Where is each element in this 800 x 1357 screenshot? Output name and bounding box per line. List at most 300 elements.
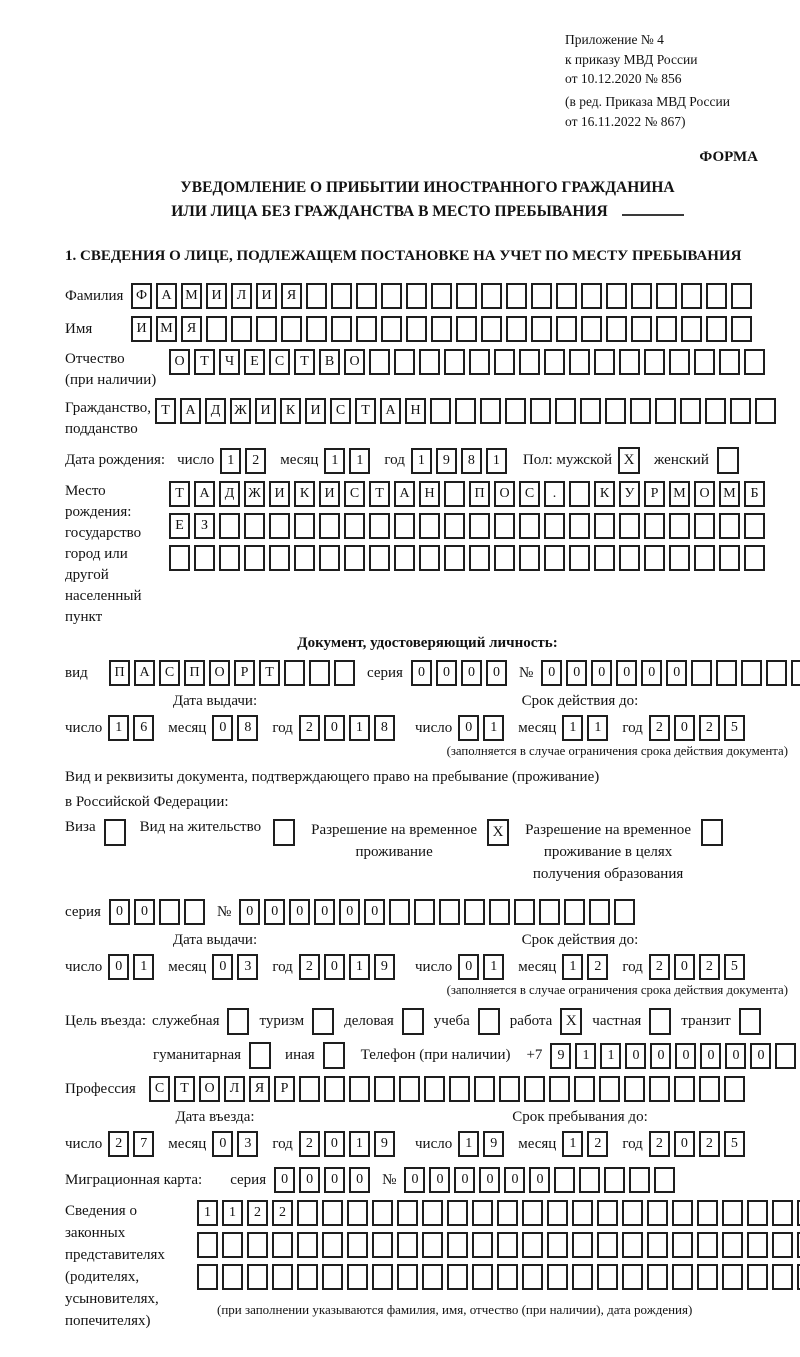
- form-cell[interactable]: [419, 349, 440, 375]
- form-cell[interactable]: [306, 283, 327, 309]
- form-cell[interactable]: [494, 545, 515, 571]
- form-cell[interactable]: [347, 1200, 368, 1226]
- form-cell[interactable]: [594, 545, 615, 571]
- form-cell[interactable]: [606, 316, 627, 342]
- form-cell[interactable]: [281, 316, 302, 342]
- form-cell[interactable]: В: [319, 349, 340, 375]
- form-cell[interactable]: [697, 1232, 718, 1258]
- form-cell[interactable]: 0: [324, 1131, 345, 1157]
- form-cell[interactable]: [581, 316, 602, 342]
- form-cell[interactable]: [604, 1167, 625, 1193]
- form-cell[interactable]: 1: [562, 715, 583, 741]
- form-cell[interactable]: [349, 1076, 370, 1102]
- form-cell[interactable]: [374, 1076, 395, 1102]
- form-cell[interactable]: [629, 1167, 650, 1193]
- form-cell[interactable]: 0: [486, 660, 507, 686]
- form-cell[interactable]: [447, 1232, 468, 1258]
- form-cell[interactable]: Л: [224, 1076, 245, 1102]
- form-cell[interactable]: [569, 481, 590, 507]
- form-cell[interactable]: [569, 513, 590, 539]
- form-cell[interactable]: [444, 545, 465, 571]
- form-cell[interactable]: Е: [244, 349, 265, 375]
- form-cell[interactable]: 1: [197, 1200, 218, 1226]
- form-cell[interactable]: 0: [479, 1167, 500, 1193]
- form-cell[interactable]: [397, 1264, 418, 1290]
- form-cell[interactable]: [741, 660, 762, 686]
- form-cell[interactable]: [219, 513, 240, 539]
- form-cell[interactable]: 0: [666, 660, 687, 686]
- form-cell[interactable]: Е: [169, 513, 190, 539]
- form-cell[interactable]: 0: [436, 660, 457, 686]
- form-cell[interactable]: [522, 1264, 543, 1290]
- form-cell[interactable]: [294, 513, 315, 539]
- form-cell[interactable]: [344, 513, 365, 539]
- form-cell[interactable]: 0: [324, 1167, 345, 1193]
- form-cell[interactable]: 2: [587, 954, 608, 980]
- form-cell[interactable]: [554, 1167, 575, 1193]
- form-cell[interactable]: [331, 316, 352, 342]
- form-cell[interactable]: А: [380, 398, 401, 424]
- form-cell[interactable]: [347, 1264, 368, 1290]
- form-cell[interactable]: Я: [281, 283, 302, 309]
- form-cell[interactable]: [197, 1232, 218, 1258]
- form-cell[interactable]: С: [159, 660, 180, 686]
- form-cell[interactable]: 0: [429, 1167, 450, 1193]
- form-cell[interactable]: О: [209, 660, 230, 686]
- form-cell[interactable]: Т: [174, 1076, 195, 1102]
- form-cell[interactable]: К: [594, 481, 615, 507]
- form-cell[interactable]: [655, 398, 676, 424]
- form-cell[interactable]: [681, 283, 702, 309]
- form-cell[interactable]: [569, 349, 590, 375]
- form-cell[interactable]: 9: [483, 1131, 504, 1157]
- form-cell[interactable]: 1: [324, 448, 345, 474]
- form-cell[interactable]: Я: [249, 1076, 270, 1102]
- form-cell[interactable]: 0: [641, 660, 662, 686]
- form-cell[interactable]: [306, 316, 327, 342]
- form-cell[interactable]: [372, 1200, 393, 1226]
- form-cell[interactable]: [497, 1232, 518, 1258]
- form-cell[interactable]: [672, 1200, 693, 1226]
- purpose-checkbox-rabota[interactable]: X: [560, 1008, 582, 1035]
- form-cell[interactable]: [222, 1264, 243, 1290]
- form-cell[interactable]: [499, 1076, 520, 1102]
- form-cell[interactable]: К: [294, 481, 315, 507]
- form-cell[interactable]: [744, 545, 765, 571]
- purpose-checkbox-ucheba[interactable]: [478, 1008, 500, 1035]
- form-cell[interactable]: [574, 1076, 595, 1102]
- form-cell[interactable]: У: [619, 481, 640, 507]
- form-cell[interactable]: [656, 316, 677, 342]
- form-cell[interactable]: М: [181, 283, 202, 309]
- form-cell[interactable]: 0: [314, 899, 335, 925]
- form-cell[interactable]: [447, 1264, 468, 1290]
- form-cell[interactable]: 0: [675, 1043, 696, 1069]
- form-cell[interactable]: 3: [237, 1131, 258, 1157]
- form-cell[interactable]: [755, 398, 776, 424]
- form-cell[interactable]: [456, 316, 477, 342]
- form-cell[interactable]: 3: [237, 954, 258, 980]
- form-cell[interactable]: [605, 398, 626, 424]
- form-cell[interactable]: [269, 513, 290, 539]
- form-cell[interactable]: [719, 545, 740, 571]
- form-cell[interactable]: 2: [699, 1131, 720, 1157]
- form-cell[interactable]: [514, 899, 535, 925]
- form-cell[interactable]: [455, 398, 476, 424]
- form-cell[interactable]: 9: [550, 1043, 571, 1069]
- form-cell[interactable]: [519, 545, 540, 571]
- form-cell[interactable]: 8: [461, 448, 482, 474]
- form-cell[interactable]: [519, 513, 540, 539]
- form-cell[interactable]: Ч: [219, 349, 240, 375]
- form-cell[interactable]: 1: [486, 448, 507, 474]
- purpose-checkbox-inaya[interactable]: [323, 1042, 345, 1069]
- form-cell[interactable]: [480, 398, 501, 424]
- form-cell[interactable]: [597, 1232, 618, 1258]
- form-cell[interactable]: Т: [355, 398, 376, 424]
- form-cell[interactable]: И: [131, 316, 152, 342]
- form-cell[interactable]: 2: [108, 1131, 129, 1157]
- form-cell[interactable]: А: [194, 481, 215, 507]
- form-cell[interactable]: [530, 398, 551, 424]
- form-cell[interactable]: [372, 1232, 393, 1258]
- form-cell[interactable]: [334, 660, 355, 686]
- form-cell[interactable]: [722, 1264, 743, 1290]
- form-cell[interactable]: [406, 316, 427, 342]
- form-cell[interactable]: Ж: [230, 398, 251, 424]
- form-cell[interactable]: [272, 1232, 293, 1258]
- form-cell[interactable]: Я: [181, 316, 202, 342]
- form-cell[interactable]: 0: [700, 1043, 721, 1069]
- form-cell[interactable]: [297, 1200, 318, 1226]
- form-cell[interactable]: 0: [349, 1167, 370, 1193]
- form-cell[interactable]: [747, 1264, 768, 1290]
- form-cell[interactable]: 5: [724, 954, 745, 980]
- form-cell[interactable]: [544, 349, 565, 375]
- form-cell[interactable]: [244, 545, 265, 571]
- form-cell[interactable]: [644, 349, 665, 375]
- form-cell[interactable]: 2: [245, 448, 266, 474]
- form-cell[interactable]: [706, 283, 727, 309]
- form-cell[interactable]: [649, 1076, 670, 1102]
- form-cell[interactable]: [439, 899, 460, 925]
- form-cell[interactable]: [647, 1200, 668, 1226]
- form-cell[interactable]: [197, 1264, 218, 1290]
- form-cell[interactable]: [430, 398, 451, 424]
- form-cell[interactable]: 0: [674, 715, 695, 741]
- form-cell[interactable]: 8: [237, 715, 258, 741]
- purpose-checkbox-gumanitarnaya[interactable]: [249, 1042, 271, 1069]
- form-cell[interactable]: [231, 316, 252, 342]
- form-cell[interactable]: 1: [108, 715, 129, 741]
- form-cell[interactable]: [194, 545, 215, 571]
- form-cell[interactable]: [481, 316, 502, 342]
- form-cell[interactable]: Л: [231, 283, 252, 309]
- form-cell[interactable]: С: [149, 1076, 170, 1102]
- form-cell[interactable]: Т: [155, 398, 176, 424]
- form-cell[interactable]: [791, 660, 800, 686]
- form-cell[interactable]: [719, 513, 740, 539]
- form-cell[interactable]: [272, 1264, 293, 1290]
- form-cell[interactable]: [506, 283, 527, 309]
- form-cell[interactable]: 0: [212, 954, 233, 980]
- form-cell[interactable]: 0: [239, 899, 260, 925]
- form-cell[interactable]: 0: [458, 715, 479, 741]
- form-cell[interactable]: [419, 513, 440, 539]
- form-cell[interactable]: 0: [324, 715, 345, 741]
- form-cell[interactable]: 0: [725, 1043, 746, 1069]
- form-cell[interactable]: 0: [529, 1167, 550, 1193]
- form-cell[interactable]: 0: [264, 899, 285, 925]
- form-cell[interactable]: 6: [133, 715, 154, 741]
- form-cell[interactable]: [449, 1076, 470, 1102]
- form-cell[interactable]: [775, 1043, 796, 1069]
- form-cell[interactable]: [705, 398, 726, 424]
- form-cell[interactable]: [694, 545, 715, 571]
- temp-residence-edu-checkbox[interactable]: [701, 819, 723, 846]
- sex-male-checkbox[interactable]: X: [618, 447, 640, 474]
- form-cell[interactable]: 1: [562, 1131, 583, 1157]
- form-cell[interactable]: [572, 1264, 593, 1290]
- form-cell[interactable]: [597, 1264, 618, 1290]
- form-cell[interactable]: 2: [247, 1200, 268, 1226]
- form-cell[interactable]: [319, 545, 340, 571]
- form-cell[interactable]: [524, 1076, 545, 1102]
- form-cell[interactable]: 0: [339, 899, 360, 925]
- form-cell[interactable]: [206, 316, 227, 342]
- form-cell[interactable]: [597, 1200, 618, 1226]
- form-cell[interactable]: 2: [649, 1131, 670, 1157]
- form-cell[interactable]: [472, 1232, 493, 1258]
- form-cell[interactable]: О: [494, 481, 515, 507]
- form-cell[interactable]: [469, 349, 490, 375]
- form-cell[interactable]: 1: [587, 715, 608, 741]
- form-cell[interactable]: [324, 1076, 345, 1102]
- form-cell[interactable]: 2: [299, 715, 320, 741]
- form-cell[interactable]: 0: [458, 954, 479, 980]
- form-cell[interactable]: 1: [220, 448, 241, 474]
- form-cell[interactable]: [494, 513, 515, 539]
- form-cell[interactable]: [356, 316, 377, 342]
- form-cell[interactable]: З: [194, 513, 215, 539]
- form-cell[interactable]: [672, 1232, 693, 1258]
- purpose-checkbox-sluzhebnaya[interactable]: [227, 1008, 249, 1035]
- form-cell[interactable]: [631, 283, 652, 309]
- form-cell[interactable]: [422, 1264, 443, 1290]
- form-cell[interactable]: [744, 349, 765, 375]
- form-cell[interactable]: [694, 349, 715, 375]
- form-cell[interactable]: [474, 1076, 495, 1102]
- form-cell[interactable]: [284, 660, 305, 686]
- form-cell[interactable]: О: [344, 349, 365, 375]
- form-cell[interactable]: [747, 1200, 768, 1226]
- form-cell[interactable]: О: [694, 481, 715, 507]
- form-cell[interactable]: [619, 545, 640, 571]
- form-cell[interactable]: [581, 283, 602, 309]
- form-cell[interactable]: [414, 899, 435, 925]
- form-cell[interactable]: И: [206, 283, 227, 309]
- form-cell[interactable]: 0: [650, 1043, 671, 1069]
- form-cell[interactable]: 2: [699, 715, 720, 741]
- form-cell[interactable]: [531, 283, 552, 309]
- form-cell[interactable]: [630, 398, 651, 424]
- purpose-checkbox-tranzit[interactable]: [739, 1008, 761, 1035]
- form-cell[interactable]: [247, 1264, 268, 1290]
- form-cell[interactable]: [599, 1076, 620, 1102]
- form-cell[interactable]: [397, 1232, 418, 1258]
- form-cell[interactable]: Р: [274, 1076, 295, 1102]
- form-cell[interactable]: 2: [587, 1131, 608, 1157]
- form-cell[interactable]: [456, 283, 477, 309]
- form-cell[interactable]: 0: [404, 1167, 425, 1193]
- form-cell[interactable]: 0: [134, 899, 155, 925]
- form-cell[interactable]: П: [469, 481, 490, 507]
- form-cell[interactable]: 0: [109, 899, 130, 925]
- visa-checkbox[interactable]: [104, 819, 126, 846]
- form-cell[interactable]: [381, 283, 402, 309]
- form-cell[interactable]: [159, 899, 180, 925]
- form-cell[interactable]: К: [280, 398, 301, 424]
- form-cell[interactable]: А: [394, 481, 415, 507]
- form-cell[interactable]: [347, 1232, 368, 1258]
- form-cell[interactable]: [722, 1200, 743, 1226]
- form-cell[interactable]: [506, 316, 527, 342]
- form-cell[interactable]: [481, 283, 502, 309]
- form-cell[interactable]: [444, 513, 465, 539]
- form-cell[interactable]: [419, 545, 440, 571]
- form-cell[interactable]: [494, 349, 515, 375]
- form-cell[interactable]: 0: [674, 954, 695, 980]
- form-cell[interactable]: 1: [411, 448, 432, 474]
- form-cell[interactable]: 0: [289, 899, 310, 925]
- form-cell[interactable]: [572, 1232, 593, 1258]
- form-cell[interactable]: 0: [411, 660, 432, 686]
- form-cell[interactable]: [580, 398, 601, 424]
- form-cell[interactable]: [522, 1232, 543, 1258]
- form-cell[interactable]: [424, 1076, 445, 1102]
- form-cell[interactable]: [644, 513, 665, 539]
- form-cell[interactable]: С: [344, 481, 365, 507]
- form-cell[interactable]: [309, 660, 330, 686]
- form-cell[interactable]: 9: [374, 1131, 395, 1157]
- form-cell[interactable]: 0: [541, 660, 562, 686]
- form-cell[interactable]: [730, 398, 751, 424]
- form-cell[interactable]: 2: [649, 954, 670, 980]
- form-cell[interactable]: [681, 316, 702, 342]
- form-cell[interactable]: [555, 398, 576, 424]
- form-cell[interactable]: Б: [744, 481, 765, 507]
- form-cell[interactable]: [606, 283, 627, 309]
- form-cell[interactable]: 2: [649, 715, 670, 741]
- form-cell[interactable]: [672, 1264, 693, 1290]
- form-cell[interactable]: И: [255, 398, 276, 424]
- form-cell[interactable]: 2: [299, 1131, 320, 1157]
- form-cell[interactable]: П: [184, 660, 205, 686]
- form-cell[interactable]: [247, 1232, 268, 1258]
- form-cell[interactable]: [406, 283, 427, 309]
- form-cell[interactable]: [544, 545, 565, 571]
- form-cell[interactable]: [744, 513, 765, 539]
- form-cell[interactable]: [624, 1076, 645, 1102]
- form-cell[interactable]: [394, 349, 415, 375]
- form-cell[interactable]: 0: [674, 1131, 695, 1157]
- purpose-checkbox-turizm[interactable]: [312, 1008, 334, 1035]
- form-cell[interactable]: [269, 545, 290, 571]
- form-cell[interactable]: А: [156, 283, 177, 309]
- form-cell[interactable]: [680, 398, 701, 424]
- form-cell[interactable]: И: [305, 398, 326, 424]
- form-cell[interactable]: [469, 545, 490, 571]
- form-cell[interactable]: [622, 1200, 643, 1226]
- form-cell[interactable]: [294, 545, 315, 571]
- form-cell[interactable]: 9: [374, 954, 395, 980]
- form-cell[interactable]: [297, 1264, 318, 1290]
- form-cell[interactable]: 0: [299, 1167, 320, 1193]
- form-cell[interactable]: 0: [616, 660, 637, 686]
- form-cell[interactable]: [614, 899, 635, 925]
- form-cell[interactable]: 0: [364, 899, 385, 925]
- form-cell[interactable]: 0: [625, 1043, 646, 1069]
- form-cell[interactable]: 0: [274, 1167, 295, 1193]
- form-cell[interactable]: 0: [591, 660, 612, 686]
- form-cell[interactable]: 5: [724, 715, 745, 741]
- form-cell[interactable]: [647, 1264, 668, 1290]
- form-cell[interactable]: [569, 545, 590, 571]
- form-cell[interactable]: [356, 283, 377, 309]
- form-cell[interactable]: [691, 660, 712, 686]
- form-cell[interactable]: [622, 1232, 643, 1258]
- form-cell[interactable]: [522, 1200, 543, 1226]
- form-cell[interactable]: Н: [419, 481, 440, 507]
- form-cell[interactable]: 7: [133, 1131, 154, 1157]
- form-cell[interactable]: Д: [219, 481, 240, 507]
- form-cell[interactable]: А: [180, 398, 201, 424]
- form-cell[interactable]: [619, 349, 640, 375]
- form-cell[interactable]: [519, 349, 540, 375]
- form-cell[interactable]: М: [669, 481, 690, 507]
- form-cell[interactable]: [422, 1232, 443, 1258]
- sex-female-checkbox[interactable]: [717, 447, 739, 474]
- form-cell[interactable]: [697, 1264, 718, 1290]
- form-cell[interactable]: [319, 513, 340, 539]
- form-cell[interactable]: [489, 899, 510, 925]
- form-cell[interactable]: 0: [212, 1131, 233, 1157]
- form-cell[interactable]: [556, 316, 577, 342]
- temp-residence-checkbox[interactable]: X: [487, 819, 509, 846]
- form-cell[interactable]: [372, 1264, 393, 1290]
- form-cell[interactable]: И: [256, 283, 277, 309]
- form-cell[interactable]: Т: [169, 481, 190, 507]
- form-cell[interactable]: [464, 899, 485, 925]
- form-cell[interactable]: 1: [483, 715, 504, 741]
- form-cell[interactable]: [589, 899, 610, 925]
- form-cell[interactable]: [322, 1232, 343, 1258]
- form-cell[interactable]: [297, 1232, 318, 1258]
- form-cell[interactable]: 2: [299, 954, 320, 980]
- form-cell[interactable]: [472, 1200, 493, 1226]
- form-cell[interactable]: [644, 545, 665, 571]
- form-cell[interactable]: Т: [294, 349, 315, 375]
- form-cell[interactable]: 2: [699, 954, 720, 980]
- form-cell[interactable]: [547, 1200, 568, 1226]
- form-cell[interactable]: 1: [575, 1043, 596, 1069]
- form-cell[interactable]: 5: [724, 1131, 745, 1157]
- form-cell[interactable]: [579, 1167, 600, 1193]
- form-cell[interactable]: [731, 316, 752, 342]
- form-cell[interactable]: [394, 545, 415, 571]
- form-cell[interactable]: [244, 513, 265, 539]
- form-cell[interactable]: 9: [436, 448, 457, 474]
